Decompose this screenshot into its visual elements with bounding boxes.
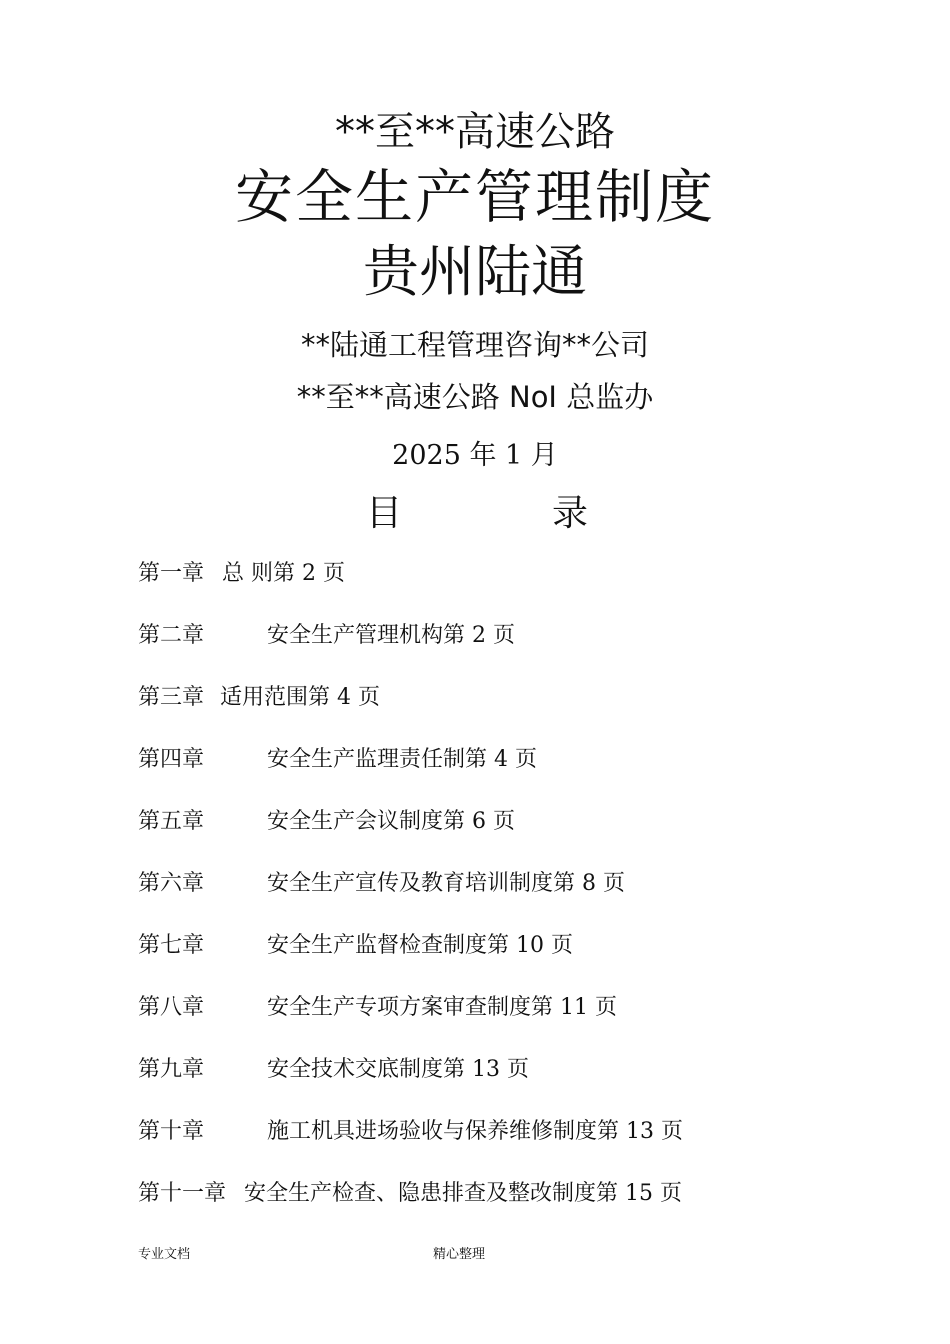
toc-chapter-label: 第九章 [138, 1057, 205, 1082]
footer-left-label: 专业文档 [138, 1247, 191, 1262]
route-line: **至**高速公路 [335, 109, 615, 155]
toc-entry-3[interactable] [138, 682, 858, 714]
toc-chapter-title: 安全技术交底制度第 13 页 [267, 1057, 529, 1082]
toc-entry-5[interactable] [138, 806, 858, 838]
toc-chapter-title: 安全生产宣传及教育培训制度第 8 页 [267, 871, 625, 896]
toc-chapter-title: 总 则第 2 页 [222, 561, 345, 586]
toc-entry-7[interactable] [138, 930, 858, 962]
toc-chapter-label: 第一章 [138, 561, 205, 586]
toc-chapter-title: 安全生产会议制度第 6 页 [267, 809, 515, 834]
toc-entry-10[interactable] [138, 1116, 858, 1148]
toc-entry-9[interactable] [138, 1054, 858, 1086]
toc-entry-4[interactable] [138, 744, 858, 776]
toc-chapter-label: 第十一章 [138, 1181, 227, 1206]
toc-chapter-label: 第七章 [138, 933, 205, 958]
toc-entry-11[interactable] [138, 1178, 858, 1210]
toc-entry-6[interactable] [138, 868, 858, 900]
toc-chapter-label: 第五章 [138, 809, 205, 834]
toc-chapter-title: 施工机具进场验收与保养维修制度第 13 页 [267, 1119, 683, 1144]
toc-chapter-title: 适用范围第 4 页 [220, 685, 380, 710]
toc-chapter-label: 第四章 [138, 747, 205, 772]
toc-chapter-title: 安全生产专项方案审查制度第 11 页 [267, 995, 617, 1020]
toc-entry-8[interactable] [138, 992, 858, 1024]
office-name: **至**高速公路 NoI 总监办 [296, 380, 654, 414]
toc-chapter-title: 安全生产监督检查制度第 10 页 [267, 933, 573, 958]
toc-chapter-label: 第三章 [138, 685, 205, 710]
toc-chapter-label: 第二章 [138, 623, 205, 648]
toc-chapter-label: 第十章 [138, 1119, 205, 1144]
toc-chapter-label: 第六章 [138, 871, 205, 896]
document-title: 安全生产管理制度 [234, 163, 715, 231]
toc-entry-2[interactable] [138, 620, 858, 652]
footer-center-label: 精心整理 [433, 1247, 486, 1262]
toc-chapter-title: 安全生产监理责任制第 4 页 [267, 747, 537, 772]
toc-chapter-label: 第八章 [138, 995, 205, 1020]
toc-heading-char-1: 目 [366, 493, 403, 534]
toc-heading-char-2: 录 [552, 493, 589, 534]
toc-chapter-title: 安全生产检查、隐患排查及整改制度第 15 页 [244, 1181, 682, 1206]
toc-heading [0, 490, 950, 540]
toc-entry-1[interactable] [138, 558, 858, 590]
toc-chapter-title: 安全生产管理机构第 2 页 [267, 623, 515, 648]
document-date: 2025 年 1 月 [392, 440, 558, 471]
company-name: **陆通工程管理咨询**公司 [300, 328, 649, 362]
organization-short-name: 贵州陆通 [363, 240, 587, 305]
